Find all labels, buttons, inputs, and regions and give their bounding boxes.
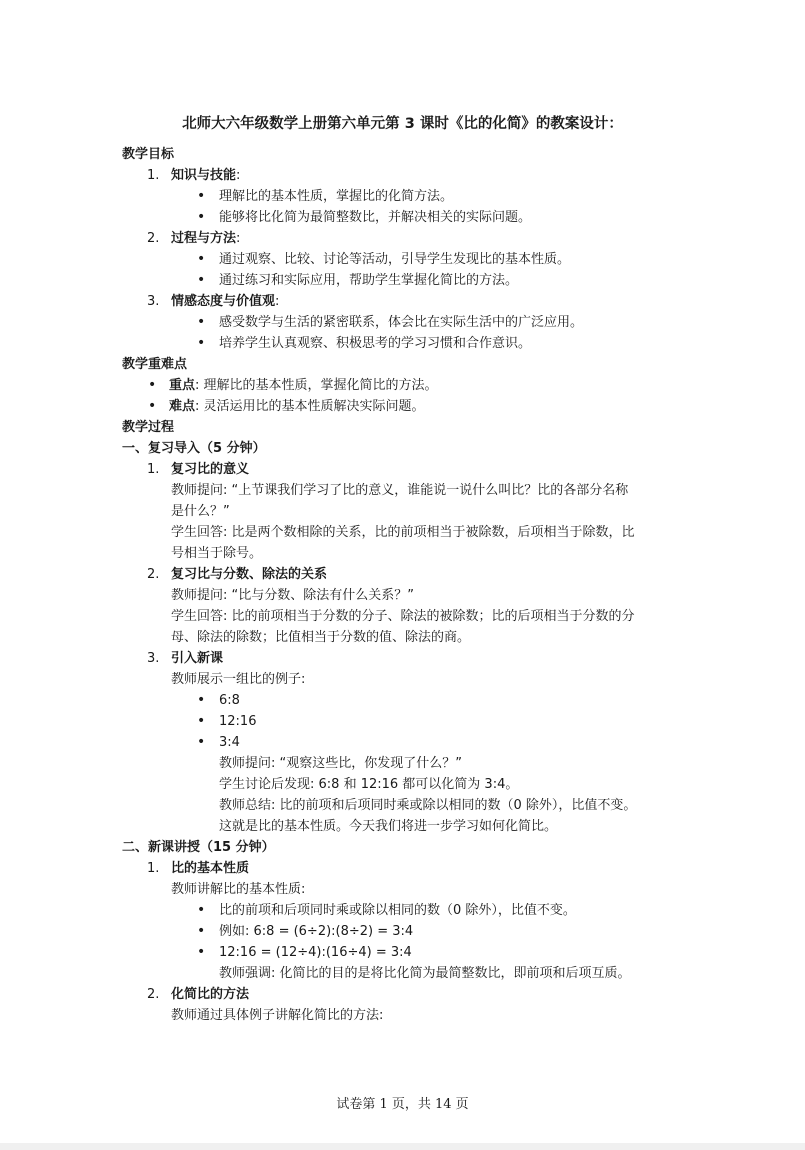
review-item-1 [122, 459, 692, 480]
lesson-item-2 [122, 984, 692, 1005]
paragraph-line: 这就是比的基本性质。今天我们将进一步学习如何化简比。 [219, 819, 558, 834]
item-number: 1 . [147, 858, 167, 879]
list-item: • 感受数学与生活的紧密联系，体会比在实际生活中的广泛应用。 [122, 312, 692, 333]
item-number: 3 . [147, 648, 167, 669]
section-1-heading: 一、复习导入（5 分钟） [122, 441, 266, 456]
item-label: 复习比与分数、除法的关系 [171, 567, 328, 582]
list-item: • 理解比的基本性质，掌握比的化简方法。 [122, 186, 692, 207]
paragraph-line: 教师提问: “比与分数、除法有什么关系？” [171, 588, 414, 603]
keypoint-item-2 [122, 396, 692, 417]
keypoint-text: : 灵活运用比的基本性质解决实际问题。 [195, 399, 425, 414]
item-label: 引入新课 [171, 651, 224, 666]
objective-item-1 [122, 165, 692, 186]
list-item: • 培养学生认真观察、积极思考的学习习惯和合作意识。 [122, 333, 692, 354]
list-item: • 比的前项和后项同时乘或除以相同的数（0 除外），比值不变。 [122, 900, 692, 921]
paragraph-line: 学生讨论后发现: 6:8 和 12:16 都可以化简为 3:4。 [219, 777, 519, 792]
objective-label: 情感态度与价值观 [171, 294, 276, 309]
paragraph-line: 教师强调: 化简比的目的是将比化简为最简整数比，即前项和后项互质。 [219, 966, 631, 981]
list-item: • 6:8 [122, 690, 692, 711]
list-item: • 12:16 = (12÷4):(16÷4) = 3:4 [122, 942, 692, 963]
paragraph-line: 是什么？” [171, 504, 230, 519]
list-item: • 例如: 6:8 = (6÷2):(8÷2) = 3:4 [122, 921, 692, 942]
item-number: 2 . [147, 564, 167, 585]
item-number: 3 . [147, 291, 167, 312]
list-item: • 3:4 [122, 732, 692, 753]
paragraph-line: 学生回答: 比是两个数相除的关系，比的前项相当于被除数，后项相当于除数，比 [171, 525, 635, 540]
list-item: • 通过观察、比较、讨论等活动，引导学生发现比的基本性质。 [122, 249, 692, 270]
paragraph-line: 教师提问: “上节课我们学习了比的意义，谁能说一说什么叫比？比的各部分名称 [171, 483, 629, 498]
item-number: 2 . [147, 984, 167, 1005]
list-item: • 能够将比化简为最简整数比，并解决相关的实际问题。 [122, 207, 692, 228]
item-label: 复习比的意义 [171, 462, 250, 477]
paragraph-line: 教师通过具体例子讲解化简比的方法: [171, 1008, 384, 1023]
document-title: 北师大六年级数学上册第六单元第 3 课时《比的化简》的教案设计： [182, 116, 623, 132]
review-item-2 [122, 564, 692, 585]
paragraph-line: 母、除法的除数；比值相当于分数的值、除法的商。 [171, 630, 471, 645]
objective-colon: : [275, 294, 280, 309]
objective-label: 知识与技能 [171, 168, 237, 183]
keypoint-item-1 [122, 375, 692, 396]
list-item: • 通过练习和实际应用，帮助学生掌握化简比的方法。 [122, 270, 692, 291]
lesson-item-1 [122, 858, 692, 879]
document-body [122, 144, 692, 1026]
item-number: 2 . [147, 228, 167, 249]
keypoint-text: : 理解比的基本性质，掌握化简比的方法。 [195, 378, 438, 393]
section-2-heading: 二、新课讲授（15 分钟） [122, 840, 275, 855]
objective-colon: : [236, 231, 241, 246]
list-item: • 12:16 [122, 711, 692, 732]
keypoint-label: 难点 [169, 399, 196, 414]
paragraph-line: 教师展示一组比的例子: [171, 672, 306, 687]
objective-colon: : [236, 168, 241, 183]
item-number: 1 . [147, 165, 167, 186]
paragraph-line: 教师讲解比的基本性质: [171, 882, 306, 897]
item-number: 1 . [147, 459, 167, 480]
keypoints-heading: 教学重难点 [122, 357, 188, 372]
review-item-3 [122, 648, 692, 669]
objectives-heading: 教学目标 [122, 147, 175, 162]
process-heading: 教学过程 [122, 420, 175, 435]
objective-label: 过程与方法 [171, 231, 237, 246]
page-footer: 试卷第 1 页，共 14 页 [336, 1097, 469, 1112]
paragraph-line: 教师提问: “观察这些比，你发现了什么？” [219, 756, 462, 771]
objective-item-3 [122, 291, 692, 312]
keypoint-label: 重点 [169, 378, 196, 393]
paragraph-line: 号相当于除号。 [171, 546, 263, 561]
paragraph-line: 教师总结: 比的前项和后项同时乘或除以相同的数（0 除外），比值不变。 [219, 798, 637, 813]
item-label: 化简比的方法 [171, 987, 250, 1002]
item-label: 比的基本性质 [171, 861, 250, 876]
paragraph-line: 学生回答: 比的前项相当于分数的分子、除法的被除数；比的后项相当于分数的分 [171, 609, 635, 624]
objective-item-2 [122, 228, 692, 249]
